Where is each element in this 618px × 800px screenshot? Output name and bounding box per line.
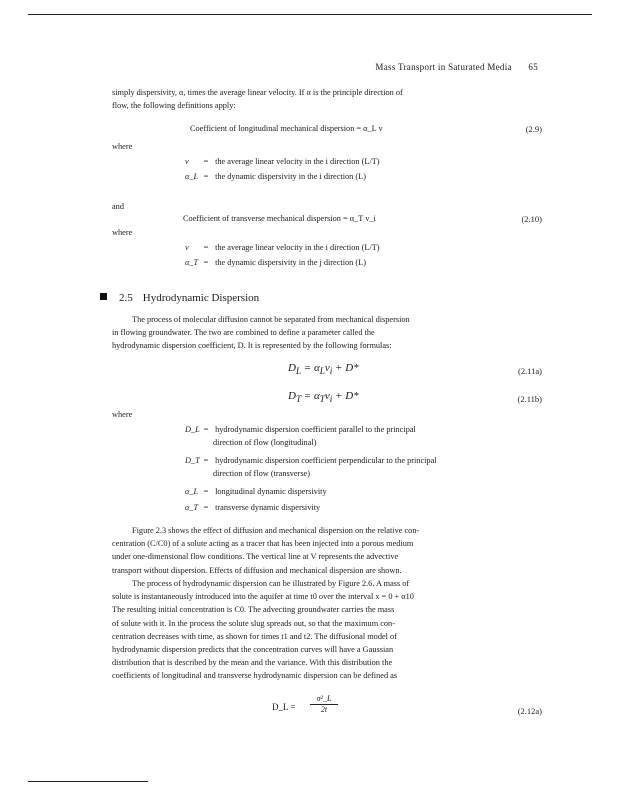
definition-dt: D_T = hydrodynamic dispersion coefficient perpendicular to the principal: [185, 456, 437, 465]
paragraph-2: [112, 313, 542, 353]
def-symbol: α_L: [185, 172, 199, 181]
def-symbol: α_L: [185, 487, 199, 496]
fraction-numerator: σ²_L: [310, 694, 338, 705]
bottom-rule: [28, 781, 148, 782]
def-symbol: D_L: [185, 425, 200, 434]
definition-alpha-t: α_T = the dynamic dispersivity in the j direction (L): [185, 258, 366, 267]
def-symbol: D_T: [185, 456, 200, 465]
def-symbol: v: [185, 243, 189, 252]
section-title: Hydrodynamic Dispersion: [142, 292, 260, 304]
equation-2-9: Coefficient of longitudinal mechanical dispersion = α_L v: [190, 124, 383, 133]
definition-dl-cont: direction of flow (longitudinal): [213, 438, 317, 447]
text-line: coefficients of longitudinal and transverse hydrodynamic dispersion can be defined as: [112, 671, 398, 681]
page-number: 65: [528, 62, 538, 72]
text-line: centration decreases with time, as shown for times t1 and t2. The diffusional model of: [112, 631, 397, 641]
def-desc: longitudinal dynamic dispersivity: [215, 487, 327, 496]
text-line: The resulting initial concentration is C0. The advecting groundwater carries the mass: [112, 605, 395, 615]
def-symbol: α_T: [185, 503, 199, 512]
text-line: distribution that is described by the mean and the variance. With this distribution the: [112, 658, 393, 668]
where-label: where: [112, 142, 133, 151]
definition-v2: v = the average linear velocity in the i direction (L/T): [185, 243, 380, 252]
paragraph-3: [112, 524, 542, 577]
equation-number-2-11a: (2.11a): [518, 366, 542, 376]
equation-2-12a-lhs: D_L =: [272, 702, 296, 712]
text-line: transport without dispersion. Effects of diffusion and mechanical dispersion are shown.: [112, 565, 402, 575]
def-desc: the dynamic dispersivity in the i direction (L): [215, 172, 366, 181]
paragraph-4: [112, 577, 542, 683]
definition-alpha-t2: α_T = transverse dynamic dispersivity: [185, 503, 321, 512]
section-heading: [100, 292, 259, 304]
def-desc: the average linear velocity in the i direction (L/T): [215, 157, 380, 166]
equation-2-10: Coefficient of transverse mechanical dispersion = α_T v_i: [183, 214, 376, 223]
text-line: centration (C/C0) of a solute acting as a tracer that has been injected into a porous medium: [112, 539, 414, 549]
definition-dl: D_L = hydrodynamic dispersion coefficient parallel to the principal: [185, 425, 416, 434]
text-line: The process of hydrodynamic dispersion can be illustrated by Figure 2.6. A mass of: [132, 579, 410, 588]
text-line: simply dispersivity, α, times the average linear velocity. If α is the principle direction of: [112, 88, 403, 97]
def-symbol: α_T: [185, 258, 199, 267]
equation-number-2-10: (2.10): [521, 214, 542, 224]
def-symbol: v: [185, 157, 189, 166]
equation-number-2-9: (2.9): [525, 124, 542, 134]
definition-alpha-l2: α_L = longitudinal dynamic dispersivity: [185, 487, 327, 496]
definition-dt-cont: direction of flow (transverse): [213, 469, 310, 478]
section-number: 2.5: [119, 292, 133, 304]
running-head: [375, 62, 538, 72]
text-line: in flowing groundwater. The two are combined to define a parameter called the: [112, 328, 375, 338]
equation-2-11a: $D_L = \alpha_Lv_i + D*$: [288, 362, 359, 377]
def-desc: hydrodynamic dispersion coefficient perpendicular to the principal: [215, 456, 437, 465]
section-bullet-icon: [100, 293, 107, 300]
text-line: hydrodynamic dispersion predicts that the concentration curves will have a Gaussian: [112, 645, 394, 655]
fraction-denominator: 2t: [320, 705, 328, 714]
def-desc: the dynamic dispersivity in the j direction (L): [215, 258, 366, 267]
def-desc: hydrodynamic dispersion coefficient parallel to the principal: [215, 425, 416, 434]
equation-2-12a-fraction: [310, 694, 338, 714]
def-desc: the average linear velocity in the i direction (L/T): [215, 243, 380, 252]
text-line: hydrodynamic dispersion coefficient, D. It is represented by the following formulas:: [112, 341, 392, 351]
paragraph-1: [112, 86, 542, 112]
definition-alpha-l: α_L = the dynamic dispersivity in the i direction (L): [185, 172, 366, 181]
equation-2-11b: $D_T = \alpha_Tv_i + D*$: [288, 390, 359, 405]
top-rule: [28, 14, 592, 15]
definition-v: v = the average linear velocity in the i direction (L/T): [185, 157, 380, 166]
and-label: and: [112, 202, 124, 211]
text-line: under one-dimensional flow conditions. The vertical line at V represents the advective: [112, 552, 399, 562]
equation-number-2-12a: (2.12a): [517, 706, 542, 716]
def-desc: transverse dynamic dispersivity: [215, 503, 321, 512]
text-line: of solute with it. In the process the solute slug spreads out, so that the maximum con-: [112, 618, 395, 628]
text-line: Figure 2.3 shows the effect of diffusion and mechanical dispersion on the relative con-: [132, 526, 420, 535]
where-label: where: [112, 228, 133, 237]
equation-number-2-11b: (2.11b): [517, 394, 542, 404]
where-label: where: [112, 410, 133, 419]
text-line: flow, the following definitions apply:: [112, 101, 236, 111]
text-line: solute is instantaneously introduced into the aquifer at time t0 over the interval x = 0 + α10: [112, 592, 414, 602]
running-head-title: Mass Transport in Saturated Media: [375, 62, 512, 72]
text-line: The process of molecular diffusion cannot be separated from mechanical dispersion: [132, 315, 410, 324]
